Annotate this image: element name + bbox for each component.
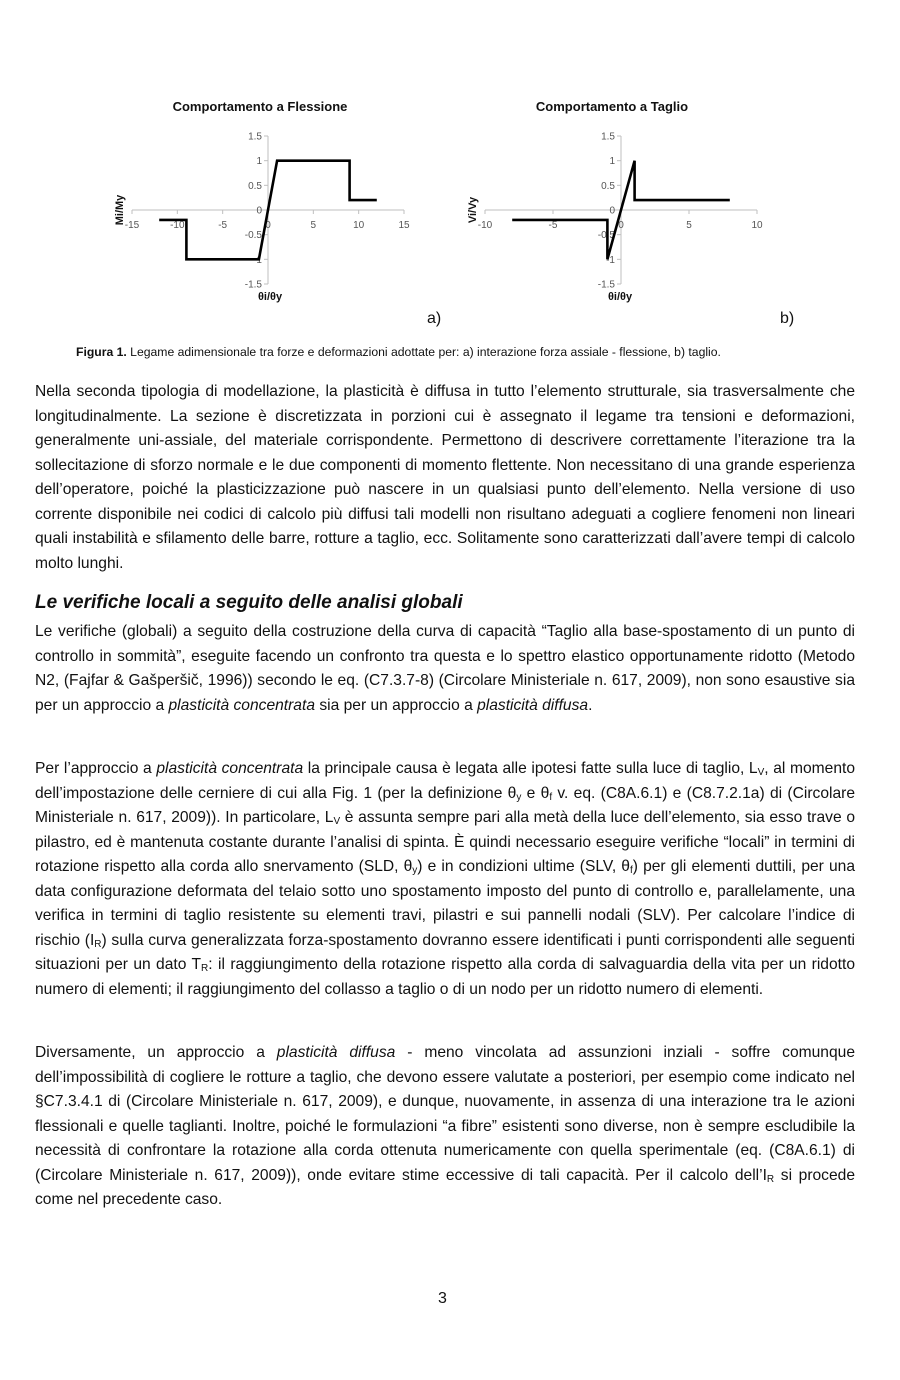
caption-text: Legame adimensionale tra forze e deformazioni adottate per: a) interazione forza assiale - flessione, b) taglio. [126,345,721,359]
x-tick-label: -10 [170,220,185,231]
text-run: la principale causa è legata alle ipotesi fatte sulla luce di taglio, L [303,760,758,777]
chart-flessione-svg [100,90,430,310]
x-axis-label: θi/θy [607,291,633,303]
text-run: e θ [521,784,550,802]
subscript: y [412,865,418,876]
section-heading: Le verifiche locali a seguito delle analisi globali [35,592,463,613]
text-run: Le verifiche (globali) a seguito della costruzione della curva di capacità “Taglio alla base-spostamento di un punto di controllo in sommità”, eseguite facendo un confronto tra questa e lo spettro elastico opportunamente ridotto (Metodo N2, (Fajfar & Gašperšič, 1996)) secondo le eq. (C7.3.7-8) (Circolare Ministeriale n. 617, 2009), non sono esaustive sia per un approccio a [35,623,855,714]
y-tick-label: 1.5 [248,131,262,143]
subscript: R [201,963,209,974]
x-tick-label: 5 [310,220,317,231]
subscript: f [630,865,633,876]
text-run: Diversamente, un approccio a [35,1044,277,1061]
chart-taglio [460,90,790,310]
text-run: ) e in condizioni ultime (SLV, θ [417,858,630,875]
paragraph-1 [35,380,855,576]
chart-title: Comportamento a Taglio [535,99,689,114]
y-tick-label: 1 [256,156,262,168]
text-run: , al momento dell’impostazione delle cerniere di cui alla Fig. 1 (per la definizione θ [35,760,856,802]
x-tick-label: -5 [548,220,558,231]
y-tick-label: 1.5 [601,131,615,143]
x-tick-label: 15 [398,220,410,231]
y-tick-labels [245,132,268,291]
x-tick-label: 0 [265,220,271,231]
text-run: - meno vincolata ad assunzioni inziali - soffre comunque dell’impossibilità di cogliere le rotture a taglio, che devono essere valutate a posteriori, per esempio come indicato nel §C7.3.4.1 di (Circolare Ministeriale n. 617, 2009), e dunque, nuovamente, in assenza di una interazione tra le azioni flessionali e quelle taglianti. Inoltre, poiché le formulazioni “a fibre” esistenti sono diverse, non è sempre escludibile la necessità di confrontare la rotazione alla corda ottenuta numericamente con quella sperimentale (eq. (C8A.6.1) di (Circolare Ministeriale n. 617, 2009)), onde evitare stime eccessive di tali capacità. Per il calcolo dell’I [35,1044,855,1184]
y-tick-label: -0.5 [597,230,615,242]
subscript: R [766,1173,775,1185]
y-tick-label: -0.5 [244,230,262,242]
y-axis-label: Mi/My [114,194,126,226]
chart-title: Comportamento a Flessione [172,99,348,114]
x-tick-label: -15 [124,220,140,231]
text-run: Per l’approccio a [35,760,157,777]
y-tick-label: -1 [253,254,262,266]
text-run: : il raggiungimento della rotazione rispetto alla corda di salvaguardia della vita per un ridotto numero di elementi; il raggiungimento del collasso a taglio o di un nodo per un ridotto numero di elementi. [35,956,855,998]
subscript: R [94,938,102,950]
text-run: sia per un approccio a [315,696,478,714]
y-tick-label: -1.5 [597,279,615,291]
y-tick-labels [598,132,621,291]
x-axis-label: θi/θy [257,291,283,303]
text-run: si procede come nel precedente caso. [35,1166,855,1208]
subscript: V [757,767,765,778]
y-tick-label: 0 [609,205,615,217]
emphasis-text: plasticità diffusa [477,696,589,714]
paragraph-text: Nella seconda tipologia di modellazione, la plasticità è diffusa in tutto l’elemento strutturale, sia trasversalmente che longitudinalmente. La sezione è discretizzata in porzioni cui è assegnato il legame tra tensioni e deformazioni, generalmente uni-assiale, del materiale corrispondente. Permettono di descrivere correttamente l’iterazione tra la sollecitazione di sforzo normale e le due componenti di momento flettente. Non necessitano di una grande esperienza dell’operatore, poiché la plasticizzazione può nascere in un qualsiasi punto dell’elemento. Nella versione di uso corrente disponibile nei codici di calcolo più diffusi tali modelli non risultano adeguati a cogliere fenomeni non lineari quali instabilità e sfilamento delle barre, rotture a taglio, ecc. Solitamente sono caratterizzati dall’avere tempi di calcolo molto lunghi. [35,383,855,572]
subscript: V [333,816,341,827]
page-number: 3 [438,1290,447,1307]
paragraph-2 [35,620,855,718]
y-tick-label: 1 [609,156,615,168]
paragraph-text [35,620,855,718]
y-tick-label: 0 [256,205,262,217]
emphasis-text: plasticità concentrata [168,696,315,714]
text-run: ) per gli elementi duttili, per una data configurazione deformata del telaio sotto uno spostamento imposto del punto di controllo e, parallelamente, una verifica in termini di taglio resistente su elementi travi, pilastri e sui pannelli nodali (SLV). Per calcolare l’indice di rischio (I [35,858,856,949]
y-tick-label: -1 [606,254,615,266]
paragraph-4 [35,1041,855,1213]
y-tick-label: 0.5 [248,180,262,192]
x-tick-label: 5 [686,220,692,231]
x-tick-label: -10 [477,220,493,231]
text-run: è assunta sempre pari alla metà della luce dell’elemento, sia esso trave o pilastro, ed è mantenuta costante durante l’analisi di spinta. È quindi necessario eseguire verifiche “locali” in termini di rotazione rispetto alla corda allo snervamento (SLD, θ [35,809,855,875]
text-run: ) sulla curva generalizzata forza-spostamento dovranno essere identificati i punti corrispondenti alle seguenti situazioni per un dato T [35,931,855,973]
y-tick-label: -1.5 [244,279,262,291]
paragraph-3 [35,757,855,1002]
subscript: f [549,791,553,803]
panel-label-b: b) [780,310,795,327]
x-tick-label: 10 [751,220,763,231]
y-axis-label: Vi/Vy [467,196,479,224]
emphasis-text: plasticità concentrata [156,760,304,777]
figure-caption [76,345,721,359]
subscript: y [516,791,522,803]
x-tick-label: -5 [218,220,228,231]
chart-flessione [100,90,430,310]
paragraph-text [35,1041,855,1213]
paragraph-text [35,757,855,1002]
caption-label: Figura 1. [76,345,127,359]
x-tick-label: 10 [353,220,365,231]
panel-label-a: a) [427,310,442,327]
y-tick-label: 0.5 [601,180,615,192]
text-run: v. eq. (C8A.6.1) e (C8.7.2.1a) di (Circolare Ministeriale n. 617, 2009)). In particolare, L [35,784,855,826]
chart-taglio-svg [460,90,790,310]
x-tick-label: 0 [618,220,624,231]
text-run: . [588,696,593,714]
emphasis-text: plasticità diffusa [276,1044,396,1061]
